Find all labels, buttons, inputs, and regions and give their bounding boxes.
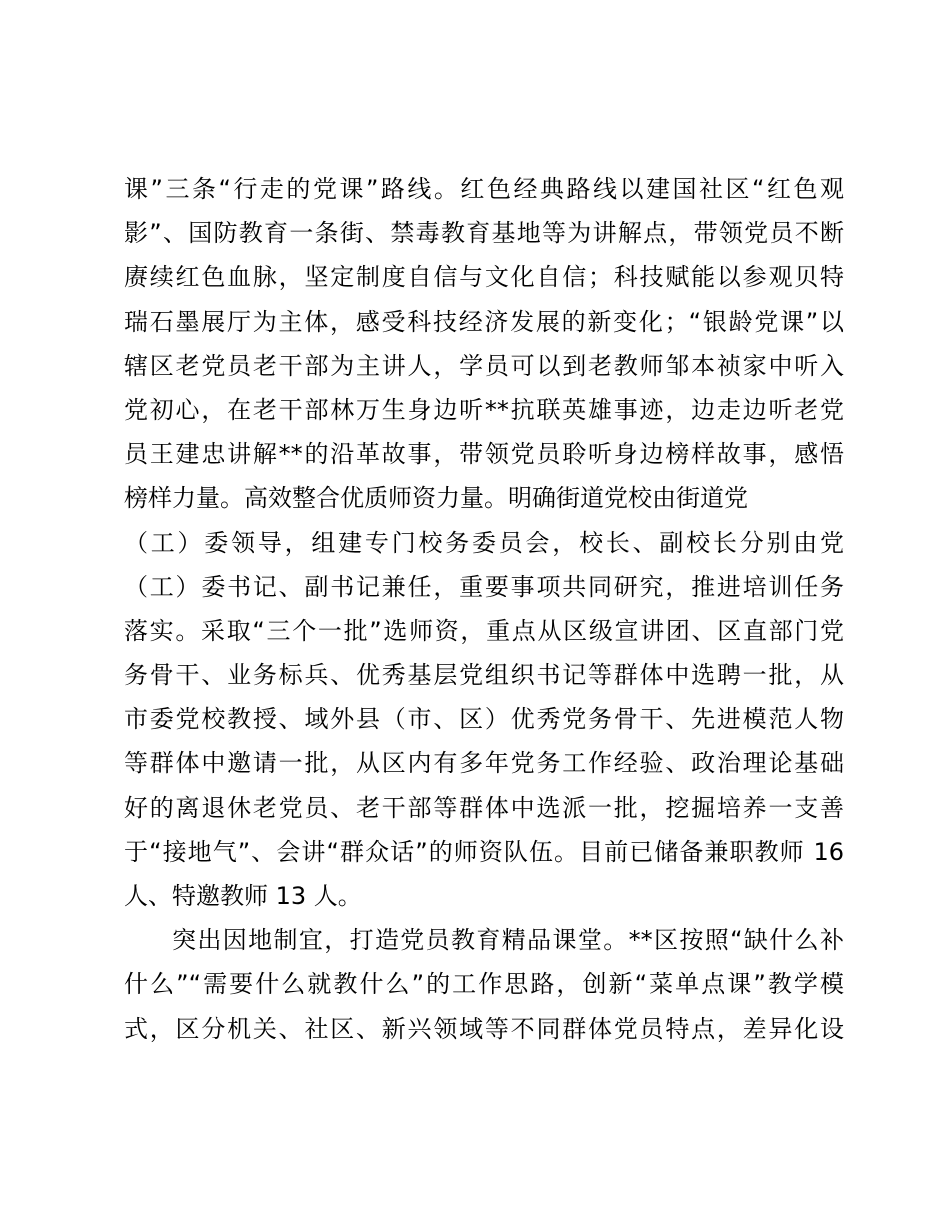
text-line: 员王建忠讲解**的沿革故事，带领党员聆听身边榜样故事，感悟: [124, 440, 844, 469]
body-text: [124, 167, 844, 1051]
text-line: 落实。采取“三个一批”选师资，重点从区级宣讲团、区直部门党: [124, 616, 844, 645]
text-line: 市委党校教授、域外县（市、区）优秀党务骨干、先进模范人物: [124, 705, 844, 734]
text-line: 课”三条“行走的党课”路线。红色经典路线以建国社区“红色观: [124, 175, 844, 203]
text-line: 榜样力量。高效整合优质师资力量。明确街道党校由街道党: [124, 484, 748, 513]
text-line: 式，区分机关、社区、新兴领域等不同群体党员特点，差异化设: [124, 1014, 844, 1043]
text-line: 什么”“需要什么就教什么”的工作思路，创新“菜单点课”教学模: [124, 970, 844, 999]
text-line: 赓续红色血脉，坚定制度自信与文化自信；科技赋能以参观贝特: [124, 263, 844, 292]
text-line: 辖区老党员老干部为主讲人，学员可以到老教师邹本祯家中听入: [124, 351, 844, 380]
text-line: 人、特邀教师 13 人。: [124, 882, 362, 910]
paragraph-first-line: 突出因地制宜，打造党员教育精品课堂。**区按照“缺什么补: [172, 926, 844, 955]
text-line: （工）委领导，组建专门校务委员会，校长、副校长分别由党: [124, 528, 844, 557]
text-line: 等群体中邀请一批，从区内有多年党务工作经验、政治理论基础: [124, 749, 844, 778]
text-line: （工）委书记、副书记兼任，重要事项共同研究，推进培训任务: [124, 572, 844, 601]
text-line: 务骨干、业务标兵、优秀基层党组织书记等群体中选聘一批，从: [124, 661, 844, 690]
text-line: 影”、国防教育一条街、禁毒教育基地等为讲解点，带领党员不断: [124, 219, 844, 248]
text-line: 党初心，在老干部林万生身边听**抗联英雄事迹，边走边听老党: [124, 395, 844, 424]
text-line: 于“接地气”、会讲“群众话”的师资队伍。目前已储备兼职教师 16: [124, 837, 844, 866]
text-line: 好的离退休老党员、老干部等群体中选派一批，挖掘培养一支善: [124, 793, 844, 822]
text-line: 瑞石墨展厅为主体，感受科技经济发展的新变化；“银龄党课”以: [124, 307, 844, 336]
